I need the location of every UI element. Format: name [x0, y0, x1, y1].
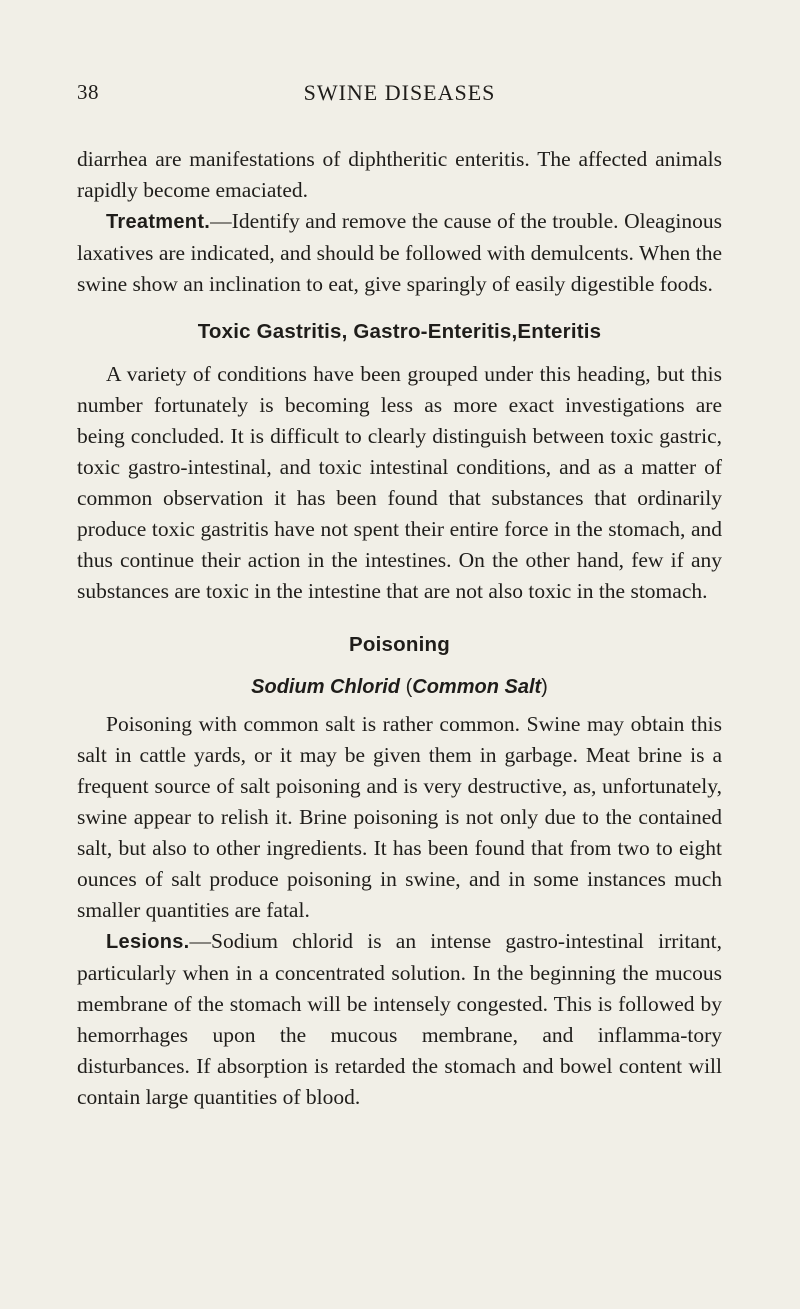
lesions-label: Lesions.	[106, 931, 190, 953]
page-number: 38	[77, 80, 99, 104]
sodium-chlorid-subheading	[77, 672, 722, 703]
toxic-section-paragraph: A variety of conditions have been grouped under this heading, but this number fortunately is becoming less as more exact investigations are being concluded. It is difficult to clearly distinguish between toxic gastric, toxic gastro-intestinal, and toxic intestinal conditions, and as a matter of common observation it has been found that substances that ordinarily produce toxic gastritis have not spent their entire force in the stomach, and thus continue their action in the intestines. On the other hand, few if any substances are toxic in the intestine that are not also toxic in the stomach.	[77, 362, 722, 603]
subheading-paren-text: Common Salt	[412, 676, 542, 698]
toxic-section-heading: Toxic Gastritis, Gastro-Enteritis,Enteritis	[197, 320, 602, 343]
subheading-open-paren: (	[405, 676, 413, 698]
treatment-label: Treatment.	[106, 211, 211, 233]
poisoning-paragraph: Poisoning with common salt is rather common. Swine may obtain this salt in cattle yards, or it may be given them in garbage. Meat brine is a frequent source of salt poisoning and is very destructive, as, unfortunately, swine appear to relish it. Brine poisoning is not only due to the contained salt, but also to other ingredients. It has been found that from two to eight ounces of salt produce poisoning in swine, and in some instances much smaller quantities are fatal.	[77, 712, 722, 922]
treatment-text: —Identify and remove the cause of the trouble. Oleaginous laxatives are indicated, and should be followed with demulcents. When the swine show an inclination to eat, give sparingly of easily digestible foods.	[77, 209, 722, 296]
running-head	[77, 0, 722, 144]
subheading-close-paren: )	[541, 676, 548, 698]
page-body	[77, 144, 722, 1113]
running-title: SWINE DISEASES	[303, 80, 496, 105]
subheading-main: Sodium Chlorid	[251, 676, 401, 698]
continued-paragraph: diarrhea are manifestations of diphtheritic enteritis. The affected animals rapidly become emaciated.	[77, 147, 722, 202]
lesions-paragraph	[77, 926, 722, 1113]
poisoning-heading: Poisoning	[349, 633, 450, 656]
treatment-paragraph	[77, 206, 722, 300]
lesions-text: —Sodium chlorid is an intense gastro-intestinal irritant, particularly when in a concentrated solution. In the beginning the mucous membrane of the stomach will be intensely congested. This is followed by hemorrhages upon the mucous membrane, and inflamma-tory disturbances. If absorption is retarded the stomach and bowel content will contain large quantities of blood.	[77, 929, 722, 1109]
